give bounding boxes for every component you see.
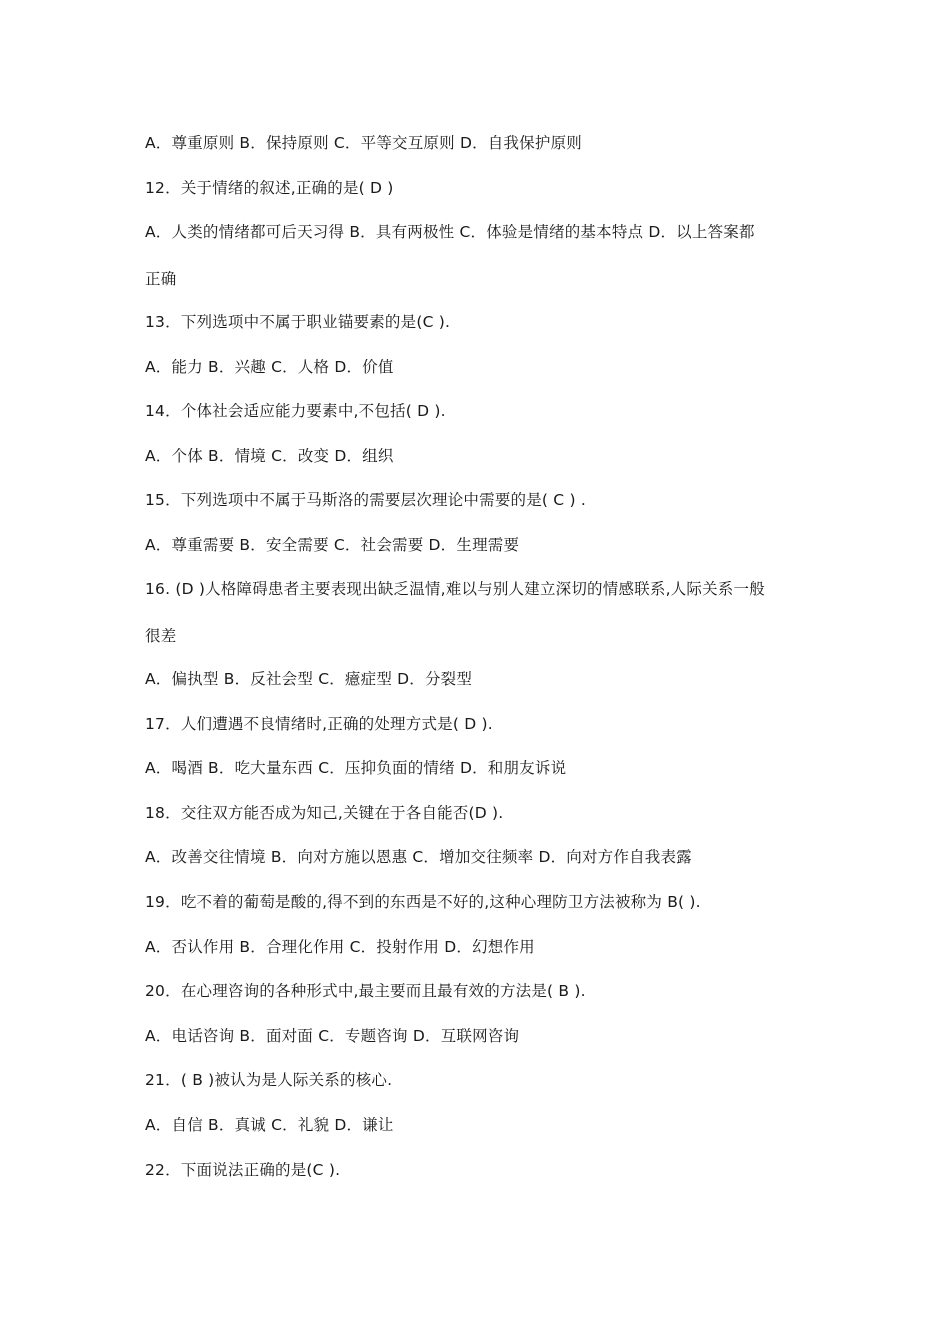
- question-21: 21．( B )被认为是人际关系的核心.: [145, 1071, 393, 1089]
- question-14: 14．个体社会适应能力要素中,不包括( D ).: [145, 402, 446, 420]
- answer-options-q12: A．人类的情绪都可后天习得 B．具有两极性 C．体验是情绪的基本特点 D．以上答案都: [145, 223, 755, 241]
- question-20: 20．在心理咨询的各种形式中,最主要而且最有效的方法是( B ).: [145, 982, 586, 1000]
- question-16-continued: 很差: [145, 627, 177, 645]
- answer-options-q14: A．个体 B．情境 C．改变 D．组织: [145, 447, 394, 465]
- answer-options-q11: A．尊重原则 B．保持原则 C．平等交互原则 D．自我保护原则: [145, 134, 582, 152]
- question-15: 15．下列选项中不属于马斯洛的需要层次理论中需要的是( C ) .: [145, 491, 586, 509]
- answer-options-q16: A．偏执型 B．反社会型 C．癔症型 D．分裂型: [145, 670, 473, 688]
- question-18: 18．交往双方能否成为知己,关键在于各自能否(D ).: [145, 804, 504, 822]
- answer-options-q13: A．能力 B．兴趣 C．人格 D．价值: [145, 358, 394, 376]
- answer-options-q20: A．电话咨询 B．面对面 C．专题咨询 D．互联网咨询: [145, 1027, 520, 1045]
- answer-options-q17: A．喝酒 B．吃大量东西 C．压抑负面的情绪 D．和朋友诉说: [145, 759, 567, 777]
- question-19: 19．吃不着的葡萄是酸的,得不到的东西是不好的,这种心理防卫方法被称为 B( ).: [145, 893, 701, 911]
- question-16: 16. (D )人格障碍患者主要表现出缺乏温情,难以与别人建立深切的情感联系,人际关系一般: [145, 580, 765, 598]
- answer-options-q21: A．自信 B．真诚 C．礼貌 D．谦让: [145, 1116, 394, 1134]
- question-22: 22．下面说法正确的是(C ).: [145, 1161, 341, 1179]
- answer-options-q15: A．尊重需要 B．安全需要 C．社会需要 D．生理需要: [145, 536, 520, 554]
- answer-options-q19: A．否认作用 B．合理化作用 C．投射作用 D．幻想作用: [145, 938, 535, 956]
- answer-options-q12-continued: 正确: [145, 270, 177, 288]
- question-17: 17．人们遭遇不良情绪时,正确的处理方式是( D ).: [145, 715, 493, 733]
- answer-options-q18: A．改善交往情境 B．向对方施以恩惠 C．增加交往频率 D．向对方作自我表露: [145, 848, 692, 866]
- question-13: 13．下列选项中不属于职业锚要素的是(C ).: [145, 313, 451, 331]
- question-12: 12．关于情绪的叙述,正确的是( D ): [145, 179, 394, 197]
